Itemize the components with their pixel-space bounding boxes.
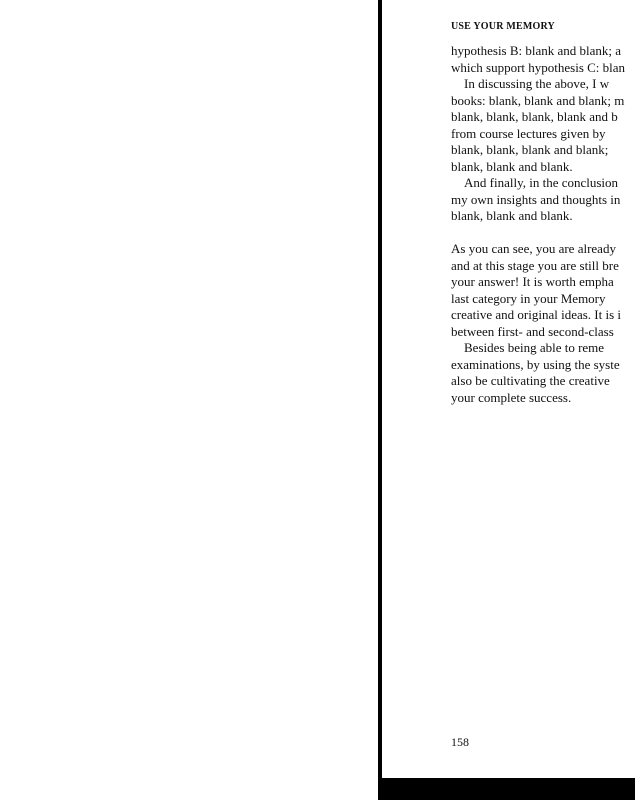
- text-line: blank, blank and blank.: [451, 208, 573, 223]
- book-spine-shadow: [378, 0, 382, 782]
- text-line: from course lectures given by: [451, 125, 606, 141]
- text-line: blank, blank and blank.: [451, 158, 573, 174]
- text-line: and at this stage you are still bre: [451, 257, 619, 273]
- text-line: creative and original ideas. It is i: [451, 307, 622, 322]
- text-line: Besides being able to reme: [464, 340, 605, 355]
- text-line: examinations, by using the syste: [451, 356, 620, 372]
- text-line: your complete success.: [451, 389, 572, 405]
- text-line: between first- and second-class: [451, 323, 614, 339]
- text-line: blank, blank, blank, blank and b: [451, 109, 618, 124]
- page-bottom-edge-shadow: [378, 778, 635, 800]
- running-head: USE YOUR MEMORY: [451, 21, 555, 32]
- text-line: last category in your Memory: [451, 290, 606, 306]
- text-line: hypothesis B: blank and blank; a: [451, 43, 622, 58]
- book-page: [451, 0, 635, 778]
- text-line: my own insights and thoughts in: [451, 191, 621, 207]
- text-line: which support hypothesis C: blan: [451, 59, 626, 75]
- text-line: books: blank, blank and blank; m: [451, 92, 625, 108]
- text-line: also be cultivating the creative: [451, 373, 610, 388]
- text-line: blank, blank, blank and blank;: [451, 142, 609, 157]
- text-line: As you can see, you are already: [451, 241, 616, 256]
- text-line: In discussing the above, I w: [464, 76, 610, 91]
- page-number: 158: [451, 735, 469, 749]
- body-text: [451, 43, 635, 406]
- text-line: your answer! It is worth empha: [451, 274, 614, 289]
- text-line: And finally, in the conclusion: [464, 175, 619, 190]
